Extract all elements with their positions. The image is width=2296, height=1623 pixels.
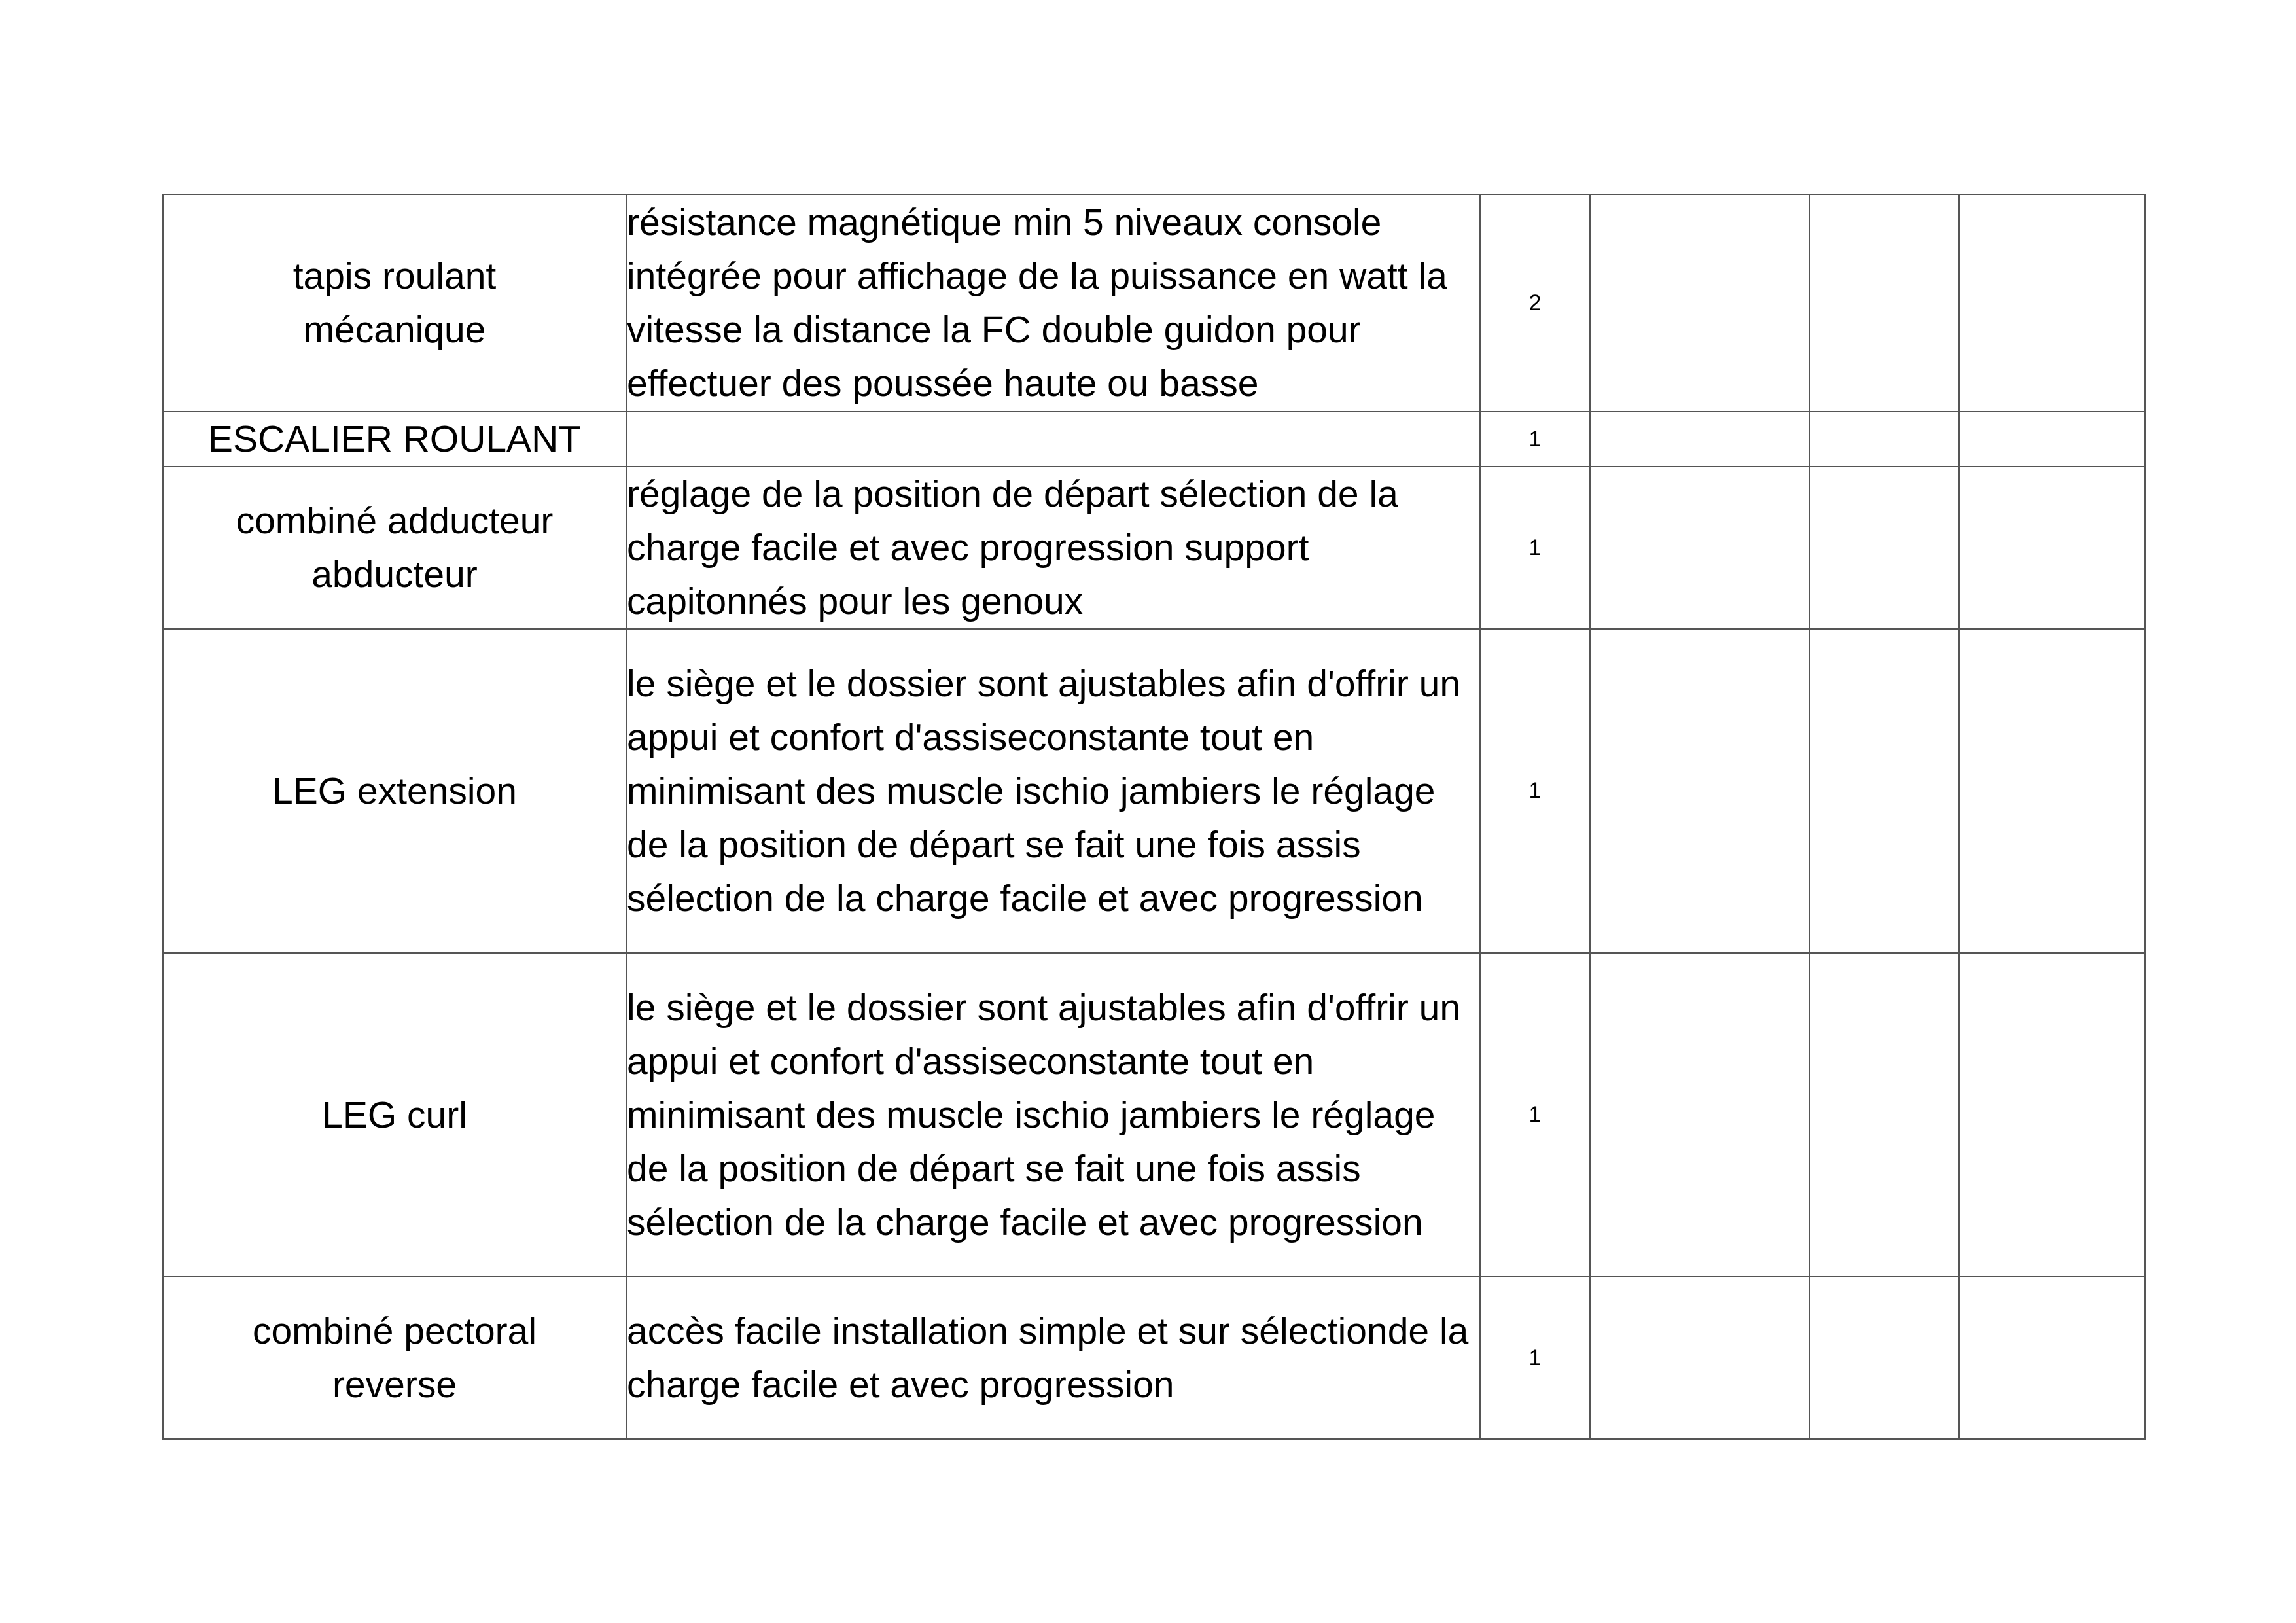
empty-cell <box>1810 412 1959 467</box>
equipment-name: LEG curl <box>322 1094 467 1136</box>
quantity-value: 2 <box>1528 290 1542 315</box>
empty-cell <box>1590 629 1810 953</box>
equipment-name: combiné adducteur abducteur <box>236 500 554 596</box>
empty-cell <box>1590 467 1810 629</box>
equipment-description: le siège et le dossier sont ajustables afin d'offrir un appui et confort d'assiseconstante tout en minimisant des muscle ischio jambiers le réglage de la position de départ se fait une fois assis sélection de la charge facile et avec progression <box>627 986 1461 1243</box>
empty-cell <box>1590 953 1810 1277</box>
empty-cell <box>1810 467 1959 629</box>
table-row <box>163 1277 2145 1439</box>
equipment-description: le siège et le dossier sont ajustables afin d'offrir un appui et confort d'assiseconstante tout en minimisant des muscle ischio jambiers le réglage de la position de départ se fait une fois assis sélection de la charge facile et avec progression <box>627 662 1461 919</box>
equipment-description-cell <box>626 953 1480 1277</box>
equipment-description-cell <box>626 467 1480 629</box>
table-row <box>163 412 2145 467</box>
quantity-cell <box>1480 1277 1590 1439</box>
quantity-value: 1 <box>1528 1102 1542 1127</box>
equipment-description-cell <box>626 412 1480 467</box>
equipment-spec-table <box>162 194 2146 1440</box>
empty-cell <box>1810 1277 1959 1439</box>
quantity-cell <box>1480 629 1590 953</box>
equipment-name-cell <box>163 1277 626 1439</box>
table-row <box>163 953 2145 1277</box>
empty-cell <box>1590 194 1810 412</box>
equipment-name-cell <box>163 629 626 953</box>
equipment-name-cell <box>163 194 626 412</box>
empty-cell <box>1810 629 1959 953</box>
quantity-value: 1 <box>1528 778 1542 803</box>
quantity-value: 1 <box>1528 535 1542 560</box>
empty-cell <box>1959 953 2145 1277</box>
quantity-cell <box>1480 194 1590 412</box>
equipment-name-cell <box>163 412 626 467</box>
equipment-name: combiné pectoral reverse <box>252 1310 537 1406</box>
quantity-value: 1 <box>1528 1345 1542 1370</box>
quantity-cell <box>1480 953 1590 1277</box>
empty-cell <box>1590 412 1810 467</box>
equipment-name: tapis roulant mécanique <box>292 255 497 351</box>
empty-cell <box>1590 1277 1810 1439</box>
equipment-description: accès facile installation simple et sur sélectionde la charge facile et avec progression <box>627 1310 1469 1406</box>
table-row <box>163 629 2145 953</box>
quantity-value: 1 <box>1528 426 1542 452</box>
empty-cell <box>1810 194 1959 412</box>
equipment-description-cell <box>626 1277 1480 1439</box>
empty-cell <box>1959 412 2145 467</box>
equipment-name: ESCALIER ROULANT <box>207 418 582 460</box>
empty-cell <box>1959 629 2145 953</box>
empty-cell <box>1959 1277 2145 1439</box>
equipment-description-cell <box>626 629 1480 953</box>
quantity-cell <box>1480 412 1590 467</box>
empty-cell <box>1959 467 2145 629</box>
empty-cell <box>1810 953 1959 1277</box>
equipment-name-cell <box>163 953 626 1277</box>
equipment-name: LEG extension <box>272 770 517 812</box>
equipment-description: résistance magnétique min 5 niveaux console intégrée pour affichage de la puissance en watt la vitesse la distance la FC double guidon pour effectuer des poussée haute ou basse <box>627 202 1447 404</box>
equipment-name-cell <box>163 467 626 629</box>
quantity-cell <box>1480 467 1590 629</box>
equipment-description-cell <box>626 194 1480 412</box>
equipment-description: réglage de la position de départ sélection de la charge facile et avec progression support capitonnés pour les genoux <box>627 473 1398 622</box>
table-row <box>163 194 2145 412</box>
empty-cell <box>1959 194 2145 412</box>
table-row <box>163 467 2145 629</box>
